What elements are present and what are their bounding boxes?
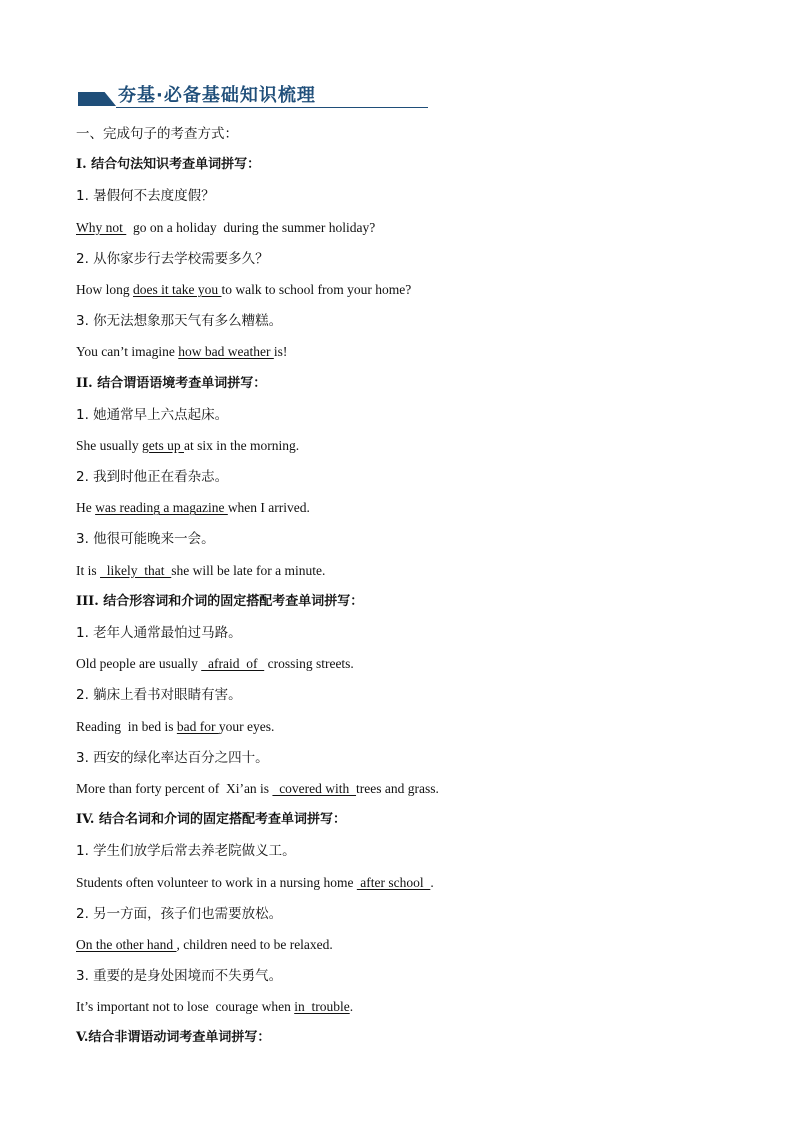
sentence-text: is!: [273, 344, 288, 360]
english-sentence: [76, 278, 736, 309]
sentence-text: It’s important not to lose courage when: [76, 999, 295, 1015]
sentence-text: Reading in bed is: [76, 718, 177, 734]
section-heading: IV. 结合名词和介词的固定搭配考查单词拼写：: [76, 812, 346, 828]
chinese-prompt: 3. 他很可能晚来一会。: [76, 531, 215, 548]
english-sentence: [76, 995, 736, 1026]
sentence-text: He: [76, 500, 96, 516]
chinese-prompt: 2. 从你家步行去学校需要多久？: [76, 250, 269, 267]
sentence-text: go on a holiday during the summer holiday?: [126, 219, 376, 235]
answer-blank: bad for: [176, 718, 219, 734]
english-sentence: [76, 559, 736, 590]
sentence-text: , children need to be relaxed.: [176, 936, 333, 952]
banner-accent-bar: [78, 92, 116, 106]
answer-blank: does it take you: [133, 281, 222, 297]
banner-underline: [116, 107, 428, 108]
sentence-text: She usually: [76, 437, 142, 453]
sentence-text: she will be late for a minute.: [171, 562, 326, 578]
sentence-text: .: [349, 999, 354, 1015]
section-heading: II. 结合谓语语境考查单词拼写：: [76, 375, 267, 391]
english-sentence: [76, 777, 736, 808]
answer-blank: in trouble: [294, 999, 350, 1015]
english-sentence: [76, 434, 736, 465]
english-sentence: [76, 340, 736, 371]
answer-blank: Why not: [76, 219, 127, 235]
section-heading: I. 结合句法知识考查单词拼写：: [76, 157, 261, 173]
chinese-prompt: 3. 西安的绿化率达百分之四十。: [76, 749, 269, 766]
sentence-text: at six in the morning.: [184, 437, 300, 453]
chinese-prompt: 1. 学生们放学后常去养老院做义工。: [76, 843, 296, 860]
sentence-text: trees and grass.: [356, 780, 439, 796]
intro-line: 一、完成句子的考查方式：: [76, 126, 238, 142]
section-heading: III. 结合形容词和介词的固定搭配考查单词拼写：: [76, 593, 364, 609]
english-sentence: [76, 871, 736, 902]
english-sentence: [76, 652, 736, 683]
sentence-text: Old people are usually: [76, 656, 202, 672]
chinese-prompt: 2. 另一方面，孩子们也需要放松。: [76, 905, 283, 922]
answer-blank: afraid of: [201, 656, 265, 672]
sentence-text: Students often volunteer to work in a nursing home: [76, 874, 357, 890]
answer-blank: how bad weather: [178, 344, 274, 360]
answer-blank: covered with: [272, 780, 357, 796]
chinese-prompt: 2. 我到时他正在看杂志。: [76, 469, 229, 486]
section-heading: V.结合非谓语动词考查单词拼写：: [76, 1030, 271, 1046]
chinese-prompt: 3. 重要的是身处困境而不失勇气。: [76, 968, 283, 985]
answer-blank: after school: [356, 874, 431, 890]
banner-title: 夯基·必备基础知识梳理: [118, 85, 316, 106]
chinese-prompt: 1. 老年人通常最怕过马路。: [76, 625, 242, 641]
chinese-prompt: 1. 她通常早上六点起床。: [76, 406, 229, 423]
chinese-prompt: 2. 躺床上看书对眼睛有害。: [76, 687, 242, 704]
answer-blank: was reading a magazine: [95, 500, 228, 516]
sentence-text: It is: [76, 562, 101, 578]
section-banner: [78, 84, 428, 110]
english-sentence: [76, 216, 736, 247]
english-sentence: [76, 715, 736, 746]
sentence-text: More than forty percent of Xi’an is: [76, 780, 273, 796]
answer-blank: On the other hand: [76, 936, 177, 952]
sentence-text: when I arrived.: [227, 500, 310, 516]
sentence-text: How long: [76, 281, 133, 297]
document-body: [76, 122, 736, 1058]
sentence-text: to walk to school from your home?: [221, 281, 412, 297]
english-sentence: [76, 496, 736, 527]
chinese-prompt: 3. 你无法想象那天气有多么糟糕。: [76, 313, 283, 330]
answer-blank: gets up: [142, 437, 184, 453]
chinese-prompt: 1. 暑假何不去度度假？: [76, 188, 215, 205]
sentence-text: You can’t imagine: [76, 344, 179, 360]
sentence-text: your eyes.: [218, 718, 275, 734]
answer-blank: likely that: [100, 562, 172, 578]
sentence-text: .: [430, 874, 434, 890]
sentence-text: crossing streets.: [264, 656, 354, 672]
english-sentence: [76, 933, 736, 964]
